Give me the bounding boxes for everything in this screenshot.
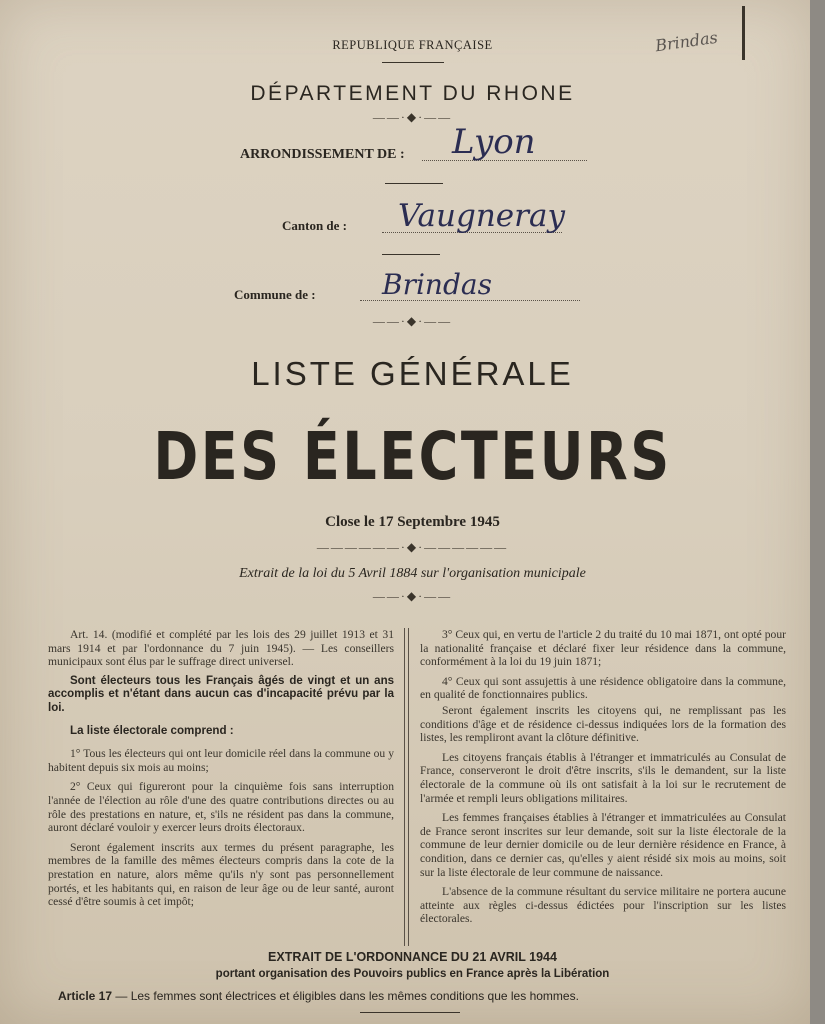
canton-value: Vaugneray: [398, 198, 565, 234]
title-des-electeurs: DES ÉLECTEURS: [153, 418, 672, 495]
ornament-divider: ——————·◆·——————: [316, 540, 509, 554]
commune-value: Brindas: [382, 268, 492, 301]
article-17-text: — Les femmes sont électrices et éligibles dans les mêmes conditions que les hommes.: [115, 989, 579, 1003]
article-14-paragraph: Art. 14. (modifié et complété par les lois des 29 juillet 1913 et 31 mars 1914 et par l'ordonnance du 7 juin 1945). — Les conseillers municipaux sont élus par le suffrage direct universel.: [48, 628, 394, 669]
departement-heading: DÉPARTEMENT DU RHONE: [250, 82, 575, 105]
arrondissement-label: ARRONDISSEMENT DE :: [240, 147, 405, 162]
canton-label: Canton de :: [282, 218, 348, 233]
column-divider: [404, 628, 409, 946]
femmes-etranger-paragraph: Les femmes françaises établies à l'étranger et immatriculées au Consulat de France seront inscrites sur leur demande, soit sur la liste électorale de la commune de leur dernier domicile ou de leur dernière résidence en France, à condition, dans ce dernier cas, qu'elles y aient résidé six mois au moins, soit sur la liste électorale de leur commune de naissance.: [420, 811, 786, 879]
title-liste-generale: LISTE GÉNÉRALE: [251, 355, 574, 392]
article-17-label: Article 17: [58, 989, 113, 1003]
close-date: Close le 17 Septembre 1945: [325, 514, 500, 530]
republique-heading: REPUBLIQUE FRANÇAISE: [332, 38, 493, 52]
ordonnance-subtitle: portant organisation des Pouvoirs publics en France après la Libération: [215, 968, 610, 980]
extrait-heading: Extrait de la loi du 5 Avril 1884 sur l'organisation municipale: [239, 566, 586, 581]
absence-paragraph: L'absence de la commune résultant du service militaire ne portera aucune atteinte aux règles ci-dessus édictées pour l'inscription sur les listes électorales.: [420, 885, 786, 926]
right-column: [420, 628, 786, 932]
divider: [385, 183, 443, 184]
corner-note: Brindas: [653, 27, 719, 56]
ornament-divider: ——·◆·——: [372, 589, 453, 603]
divider: [360, 1012, 460, 1013]
scan-edge: [810, 0, 825, 1024]
seront-egalement-paragraph: Seront également inscrits les citoyens qui, ne remplissant pas les conditions d'âge et de résidence ci-dessus indiquées lors de la formation des listes, les rempliront avant la clôture définitive.: [420, 703, 786, 745]
commune-label: Commune de :: [234, 287, 316, 302]
clause-2-paragraph: 2° Ceux qui figureront pour la cinquième fois sans interruption l'année de l'élection au rôle d'une des quatre contributions directes ou au rôle des prestations en nature, et, s'ils ne résident pas dans la commune, auront déclaré vouloir y exercer leurs droits électoraux.: [48, 780, 394, 835]
clause-4-paragraph: 4° Ceux qui sont assujettis à une résidence obligatoire dans la commune, en qualité de fonctionnaires publics.: [420, 674, 786, 702]
divider: [382, 62, 444, 63]
seront-inscrits-paragraph: Seront également inscrits aux termes du présent paragraphe, les membres de la famille des mêmes électeurs compris dans la cote de la prestation en nature, alors même qu'ils n'y sont pas personnellement portés, et les habitants qui, en raison de leur âge ou de leur santé, auront cessé d'être soumis à cet impôt;: [48, 840, 394, 909]
citoyens-etranger-paragraph: Les citoyens français établis à l'étranger et immatriculés au Consulat de France, conserveront le droit d'être inscrits, s'ils le demandent, sur la liste électorale de la commune où ils ont satisfait à la loi sur le recrutement de l'armée et rempli leurs obligations militaires.: [420, 750, 786, 805]
ordonnance-title: EXTRAIT DE L'ORDONNANCE DU 21 AVRIL 1944: [268, 950, 557, 964]
clause-3-paragraph: 3° Ceux qui, en vertu de l'article 2 du traité du 10 mai 1871, ont opté pour la nationalité française et déclaré fixer leur résidence dans la commune, conformément à la loi du 19 juin 1871;: [420, 628, 786, 669]
ornament-divider: ——·◆·——: [372, 110, 453, 124]
electeurs-paragraph: Sont électeurs tous les Français âgés de vingt et un ans accomplis et n'étant dans aucun cas d'incapacité prévu par la loi.: [48, 674, 394, 714]
liste-comprend-subhead: La liste électorale comprend :: [70, 723, 234, 737]
left-column: [48, 628, 394, 915]
arrondissement-value: Lyon: [452, 122, 536, 162]
ornament-divider: ——·◆·——: [372, 314, 453, 328]
divider: [382, 254, 440, 255]
article-17: [58, 989, 778, 1003]
clause-1-paragraph: 1° Tous les électeurs qui ont leur domicile réel dans la commune ou y habitent depuis six mois au moins;: [48, 747, 394, 774]
